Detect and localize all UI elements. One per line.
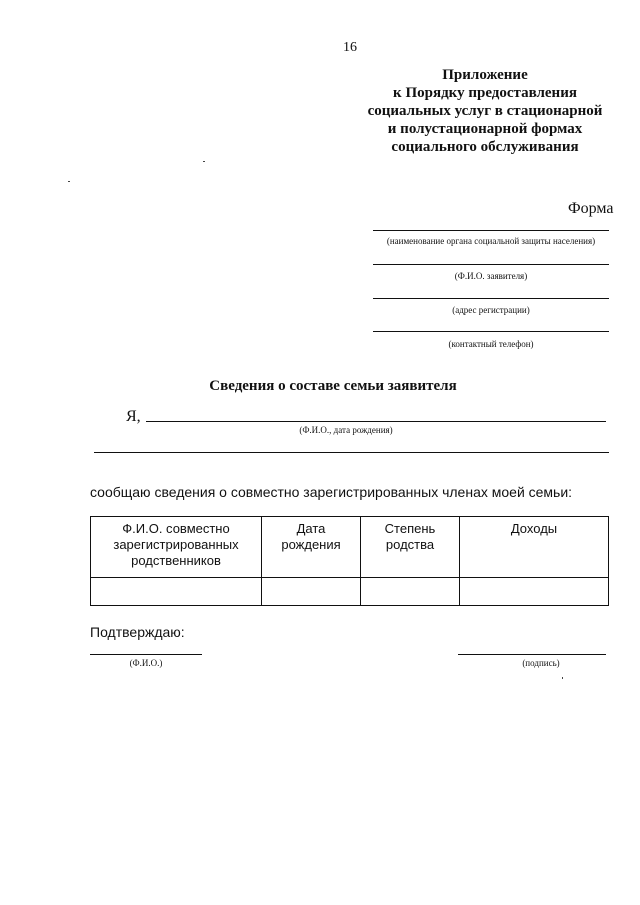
family-statement: сообщаю сведения о совместно зарегистрированных членах моей семьи: <box>90 484 573 500</box>
appendix-line: социальных услуг в стационарной <box>367 103 603 119</box>
registration-address-line[interactable] <box>373 298 609 299</box>
appendix-line: Приложение <box>442 67 528 83</box>
column-header-full-name: Ф.И.О. совместно зарегистрированных родственников <box>91 517 262 578</box>
column-header-birth-date: Дата рождения <box>262 517 361 578</box>
form-label: Форма <box>568 200 614 217</box>
appendix-line: и полустационарной формах <box>387 121 583 137</box>
table-header-row <box>91 517 609 578</box>
confirm-name-caption: (Ф.И.О.) <box>129 658 163 668</box>
applicant-name-caption: (Ф.И.О. заявителя) <box>454 271 528 281</box>
appendix-block <box>340 66 630 156</box>
applicant-prefix: Я, <box>126 408 141 425</box>
family-members-table <box>90 516 609 606</box>
authority-name-line[interactable] <box>373 230 609 231</box>
table-cell-full-name[interactable] <box>91 578 262 606</box>
applicant-name-line[interactable] <box>373 264 609 265</box>
applicant-name-birthdate-line[interactable] <box>146 421 606 422</box>
contact-phone-caption: (контактный телефон) <box>448 339 534 349</box>
scan-speck <box>562 677 563 679</box>
contact-phone-line[interactable] <box>373 331 609 332</box>
column-header-income: Доходы <box>460 517 609 578</box>
authority-name-caption: (наименование органа социальной защиты населения) <box>386 236 596 246</box>
confirm-name-line[interactable] <box>90 654 202 655</box>
appendix-line: социального обслуживания <box>391 139 579 155</box>
table-row <box>91 578 609 606</box>
signature-caption: (подпись) <box>522 658 560 668</box>
applicant-continuation-line[interactable] <box>94 452 609 453</box>
table-cell-relationship[interactable] <box>361 578 460 606</box>
scan-speck <box>68 181 70 182</box>
signature-line[interactable] <box>458 654 606 655</box>
applicant-name-birthdate-caption: (Ф.И.О., дата рождения) <box>299 425 393 435</box>
column-header-relationship: Степень родства <box>361 517 460 578</box>
table-cell-income[interactable] <box>460 578 609 606</box>
appendix-line: к Порядку предоставления <box>393 85 577 101</box>
scan-speck <box>203 161 205 162</box>
page-number: 16 <box>343 40 357 55</box>
registration-address-caption: (адрес регистрации) <box>452 305 530 315</box>
confirmation-label: Подтверждаю: <box>90 624 185 640</box>
document-title: Сведения о составе семьи заявителя <box>209 378 457 394</box>
table-cell-birth-date[interactable] <box>262 578 361 606</box>
